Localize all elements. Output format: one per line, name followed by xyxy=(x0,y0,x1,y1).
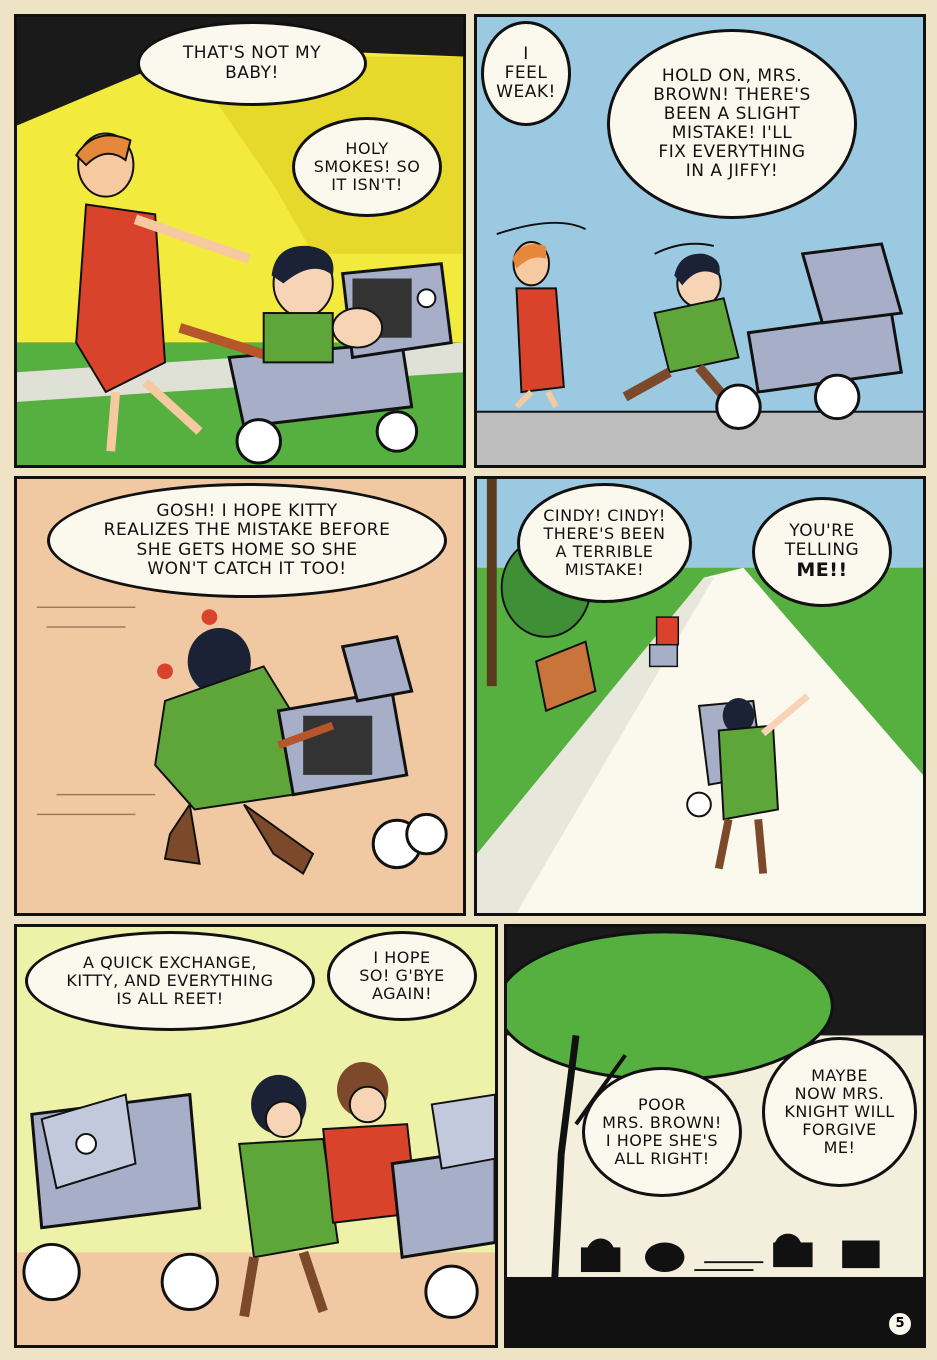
balloon-poor-mrs-brown xyxy=(582,1067,742,1197)
balloon-text: MAYBE NOW MRS. KNIGHT WILL FORGIVE ME! xyxy=(784,1066,895,1157)
balloon-cindy-cindy xyxy=(517,483,692,603)
balloon-holy-smokes xyxy=(292,117,442,217)
balloon-maybe-now xyxy=(762,1037,917,1187)
panel-2 xyxy=(474,14,926,468)
balloon-text: YOU'RE TELLING xyxy=(784,521,860,561)
balloon-text: I HOPE SO! G'BYE AGAIN! xyxy=(359,948,445,1003)
panel-1 xyxy=(14,14,466,468)
balloon-text: HOLD ON, MRS. BROWN! THERE'S BEEN A SLIGHT MISTAKE! I'LL FIX EVERYTHING IN A JIFFY! xyxy=(653,65,811,182)
balloon-text: CINDY! CINDY! THERE'S BEEN A TERRIBLE MISTAKE! xyxy=(543,506,666,579)
balloon-text: HOLY SMOKES! SO IT ISN'T! xyxy=(313,139,421,194)
balloon-text: A QUICK EXCHANGE, KITTY, AND EVERYTHING IS ALL REET! xyxy=(66,953,274,1008)
balloon-text: I FEEL WEAK! xyxy=(496,43,556,103)
page-number: 5 xyxy=(887,1311,913,1337)
balloon-text: POOR MRS. BROWN! I HOPE SHE'S ALL RIGHT! xyxy=(602,1095,722,1168)
panel-4 xyxy=(474,476,926,916)
balloon-i-feel-weak xyxy=(481,21,571,126)
panel-6 xyxy=(504,924,926,1348)
panel-3 xyxy=(14,476,466,916)
balloon-text: GOSH! I HOPE KITTY REALIZES THE MISTAKE BEFORE SHE GETS HOME SO SHE WON'T CATCH IT TOO! xyxy=(103,501,391,579)
balloon-youre-telling-me xyxy=(752,497,892,607)
balloon-thats-not-my-baby xyxy=(137,21,367,106)
balloon-quick-exchange xyxy=(25,931,315,1031)
balloon-i-hope-so xyxy=(327,931,477,1021)
balloon-text: THAT'S NOT MY BABY! xyxy=(182,43,322,83)
panel-5 xyxy=(14,924,498,1348)
balloon-gosh-i-hope-kitty xyxy=(47,483,447,598)
balloon-emphasis: ME!! xyxy=(796,559,848,582)
balloon-hold-on xyxy=(607,29,857,219)
